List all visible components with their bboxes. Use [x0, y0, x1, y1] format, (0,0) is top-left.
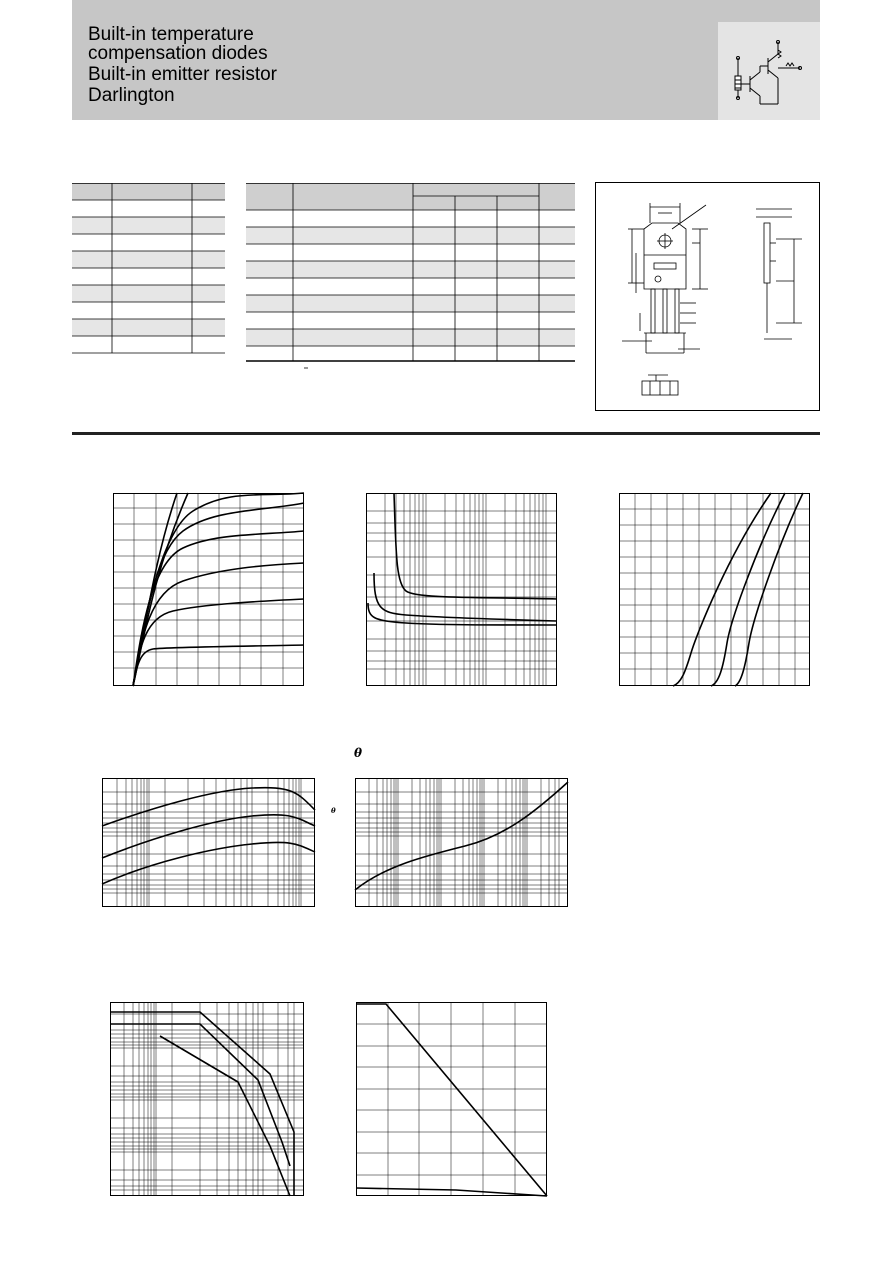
- chart-transfer-characteristic: [619, 493, 810, 686]
- chart-dc-gain: [102, 778, 315, 907]
- chart-log-characteristic: [366, 493, 557, 686]
- package-outline-drawing: [596, 183, 819, 410]
- darlington-circuit-icon: [718, 22, 820, 120]
- chart-output-characteristics: [113, 493, 304, 686]
- package-outline-panel: [595, 182, 820, 411]
- circuit-symbol-panel: [718, 22, 820, 120]
- section-divider: [72, 432, 820, 435]
- chart-safe-operating-area: [110, 1002, 304, 1196]
- characteristics-table: [246, 183, 575, 373]
- header-title-block: [88, 26, 277, 106]
- chart-thermal-resistance: [355, 778, 568, 907]
- chart-power-derating: [356, 1002, 547, 1196]
- header-line-2: compensation diodes: [88, 43, 268, 64]
- theta-label: θ: [354, 746, 363, 760]
- theta-axis-label: θ: [331, 806, 336, 815]
- header-line-4: Darlington: [88, 85, 175, 106]
- ratings-table: [72, 183, 225, 355]
- header-line-3: Built-in emitter resistor: [88, 64, 277, 85]
- header-line-1: Built-in temperature: [88, 24, 254, 45]
